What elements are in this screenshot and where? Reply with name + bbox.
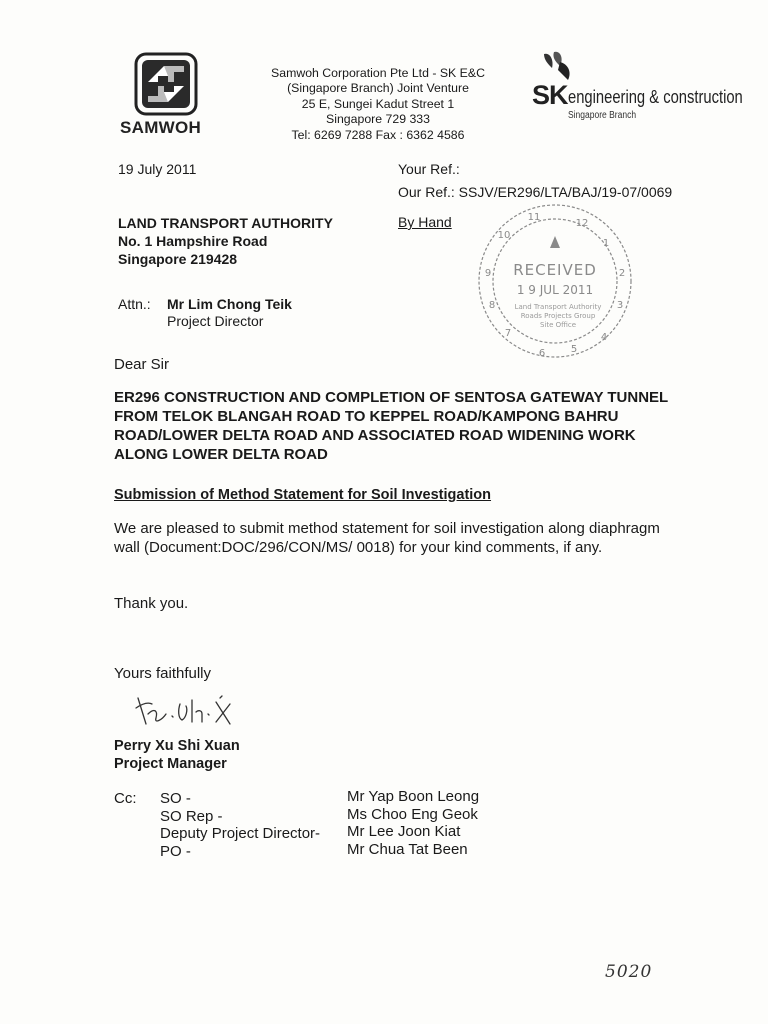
stamp-clock-mark: 4: [600, 332, 608, 343]
cc-names: [347, 788, 479, 858]
jv-address-block: [258, 66, 498, 143]
cc-label: Cc:: [114, 790, 137, 807]
cc-role: PO -: [160, 842, 191, 860]
received-stamp: [470, 196, 640, 366]
sk-butterfly-logo-icon: [538, 50, 582, 84]
cc-name: Mr Chua Tat Been: [347, 840, 468, 858]
stamp-clock-mark: 3: [616, 300, 624, 311]
recipient-line: No. 1 Hampshire Road: [118, 233, 268, 249]
subject-line: ROAD/LOWER DELTA ROAD AND ASSOCIATED ROAD WIDENING WORK: [114, 427, 636, 444]
cc-roles: [160, 790, 320, 860]
subject-line: FROM TELOK BLANGAH ROAD TO KEPPEL ROAD/KAMPONG BAHRU: [114, 408, 619, 425]
recipient-line: LAND TRANSPORT AUTHORITY: [118, 215, 333, 231]
signer-block: [114, 737, 240, 773]
stamp-pointer-icon: [550, 236, 560, 248]
attn-block: [167, 296, 292, 330]
stamp-clock-mark: 8: [488, 300, 496, 311]
sk-branch-text: Singapore Branch: [568, 110, 637, 121]
stamp-clock-mark: 2: [618, 268, 626, 279]
stamp-clock-mark: 9: [484, 268, 492, 279]
cc-name: Mr Yap Boon Leong: [347, 788, 480, 805]
signer-title: Project Manager: [114, 756, 227, 772]
recipient-line: Singapore 219428: [118, 251, 238, 267]
cc-role: SO Rep -: [160, 807, 223, 825]
thanks-line: Thank you.: [114, 595, 189, 612]
jv-line: Tel: 6269 7288 Fax : 6362 4586: [291, 127, 465, 142]
recipient-address: [118, 214, 333, 268]
samwoh-logo-icon: [134, 52, 198, 116]
delivery-method: By Hand: [398, 214, 452, 230]
stamp-clock-mark: 5: [570, 344, 578, 355]
sk-logo-letters: SK: [532, 80, 568, 110]
body-line: wall (Document:DOC/296/CON/MS/ 0018) for your kind comments, if any.: [114, 538, 603, 556]
letter-date: 19 July 2011: [118, 161, 197, 177]
subheading: Submission of Method Statement for Soil Investigation: [114, 487, 492, 503]
cc-name: Mr Lee Joon Kiat: [347, 823, 461, 840]
your-ref: Your Ref.:: [398, 161, 460, 177]
stamp-received: RECEIVED: [513, 261, 597, 279]
samwoh-company-name: SAMWOH: [120, 118, 202, 137]
sk-company-text: engineering & construction: [568, 87, 743, 107]
stamp-clock-mark: 7: [504, 328, 512, 339]
cc-role: Deputy Project Director-: [160, 825, 321, 842]
jv-line: Singapore 729 333: [326, 112, 430, 127]
attn-title: Project Director: [167, 313, 264, 329]
attn-label: Attn.:: [118, 296, 151, 312]
cc-name: Ms Choo Eng Geok: [347, 805, 478, 823]
cc-role: SO -: [160, 790, 191, 807]
stamp-org-line: Land Transport Authority: [514, 303, 602, 311]
subject-line: ALONG LOWER DELTA ROAD: [114, 446, 328, 463]
attn-name: Mr Lim Chong Teik: [167, 296, 292, 312]
stamp-clock-mark: 10: [497, 230, 511, 241]
handwritten-page-mark: 5020: [605, 962, 653, 982]
stamp-clock-mark: 6: [538, 348, 546, 359]
subject-heading: [114, 388, 734, 464]
salutation: Dear Sir: [114, 356, 170, 373]
jv-line: Samwoh Corporation Pte Ltd - SK E&C: [271, 66, 485, 80]
our-ref: Our Ref.: SSJV/ER296/LTA/BAJ/19-07/0069: [398, 184, 673, 200]
stamp-clock-mark: 11: [527, 212, 541, 223]
body-line: We are pleased to submit method statement for soil investigation along diaphragm: [114, 520, 660, 537]
jv-line: 25 E, Sungei Kadut Street 1: [301, 96, 455, 111]
body-paragraph: [114, 520, 714, 557]
jv-line: (Singapore Branch) Joint Venture: [287, 81, 469, 96]
stamp-clock-mark: 1: [602, 238, 610, 249]
signer-name: Perry Xu Shi Xuan: [114, 738, 240, 754]
handwritten-signature: [132, 690, 242, 732]
subject-line: ER296 CONSTRUCTION AND COMPLETION OF SENTOSA GATEWAY TUNNEL: [114, 389, 669, 406]
stamp-date: 1 9 JUL 2011: [516, 283, 594, 297]
stamp-org-line: Roads Projects Group: [520, 312, 596, 320]
closing-line: Yours faithfully: [114, 665, 212, 682]
stamp-org-line: Site Office: [539, 321, 577, 329]
stamp-clock-mark: 12: [575, 218, 589, 229]
